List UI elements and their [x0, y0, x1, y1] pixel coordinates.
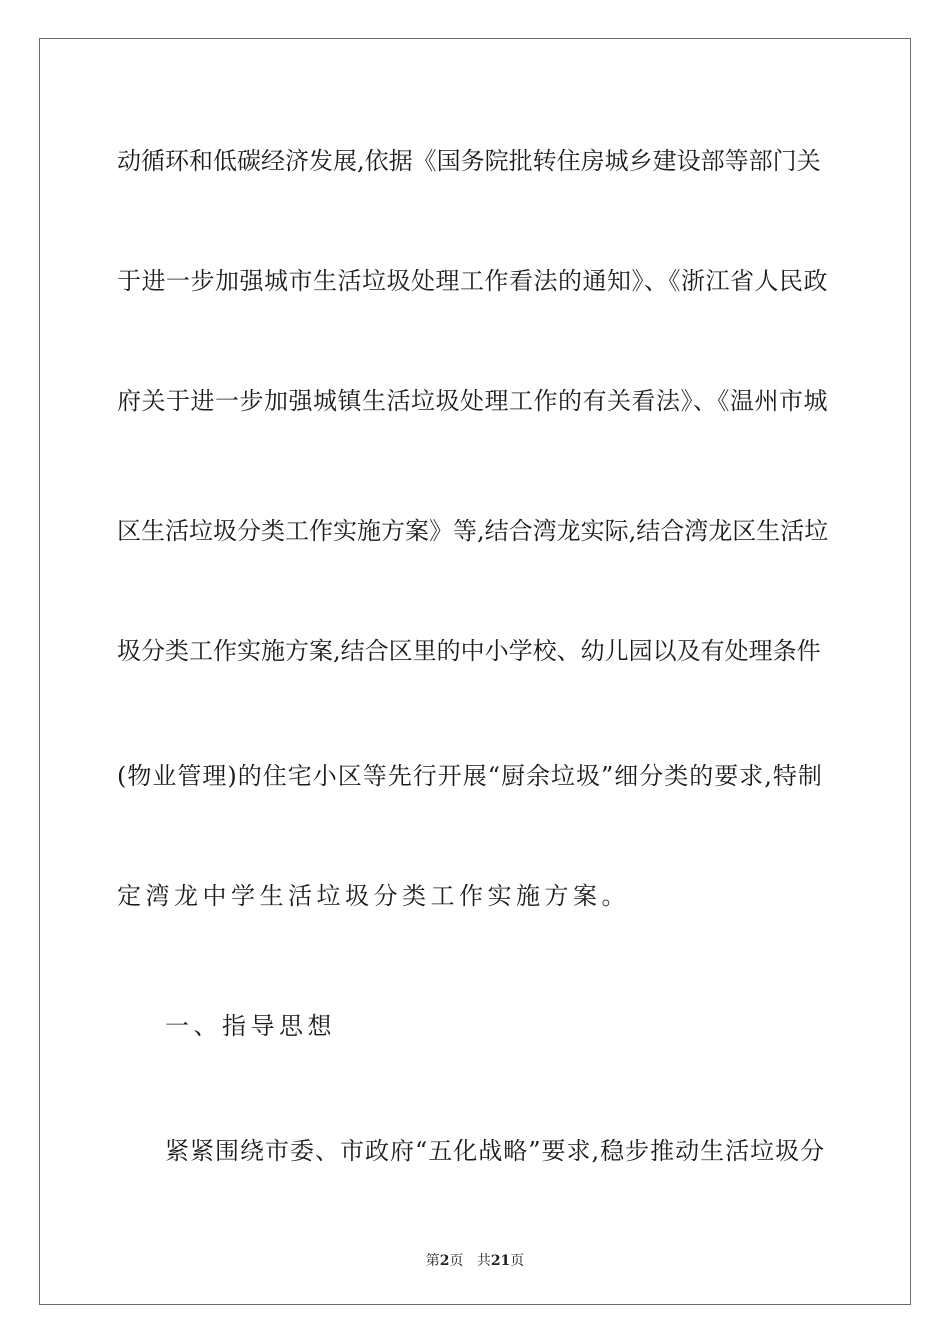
body-line-8: 紧紧围绕市委、市政府“五化战略”要求,稳步推动生活垃圾分 — [165, 1137, 826, 1165]
body-line-5: 圾分类工作实施方案,结合区里的中小学校、幼儿园以及有处理条件 — [117, 637, 821, 665]
footer-total-suffix: 页 — [510, 1253, 525, 1269]
footer-page-number: 2 — [439, 1253, 450, 1269]
body-line-2: 于进一步加强城市生活垃圾处理工作看法的通知》、《浙江省人民政 — [117, 267, 828, 295]
body-line-3: 府关于进一步加强城镇生活垃圾处理工作的有关看法》、《温州市城 — [117, 387, 828, 415]
page-border — [39, 38, 911, 1305]
body-line-4: 区生活垃圾分类工作实施方案》等,结合湾龙实际,结合湾龙区生活垃 — [117, 517, 829, 545]
footer-total-number: 21 — [490, 1253, 511, 1269]
body-line-6: (物业管理)的住宅小区等先行开展“厨余垃圾”细分类的要求,特制 — [117, 762, 823, 790]
footer-page-prefix: 第 — [425, 1253, 440, 1269]
section-heading: 一、指导思想 — [165, 1012, 336, 1040]
footer-total-prefix: 共 — [476, 1253, 491, 1269]
body-line-7: 定湾龙中学生活垃圾分类工作实施方案。 — [117, 882, 630, 910]
footer-page-suffix: 页 — [449, 1253, 464, 1269]
body-line-1: 动循环和低碳经济发展,依据《国务院批转住房城乡建设部等部门关 — [117, 147, 821, 175]
page-footer — [0, 1250, 950, 1270]
